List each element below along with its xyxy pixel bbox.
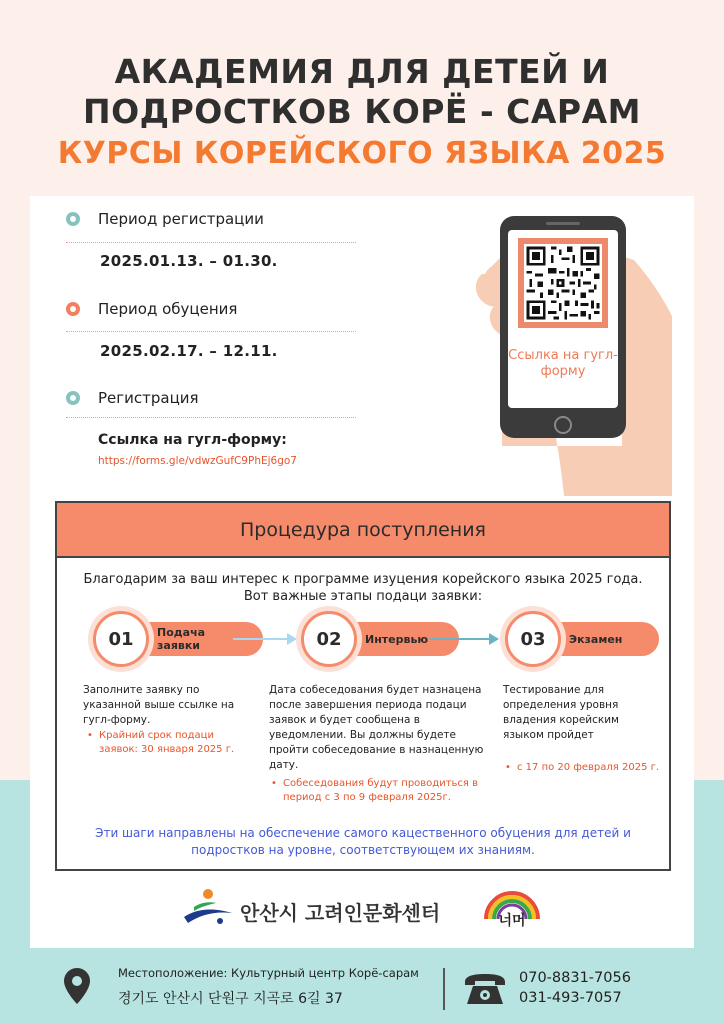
step-label: Подача заявки: [133, 622, 263, 656]
step-number: 02: [301, 611, 357, 667]
step-2-note: • Собеседования будут проводиться в период с 3 по 9 февраля 2025г.: [271, 777, 481, 805]
divider: [66, 331, 356, 332]
procedure-intro: [57, 571, 669, 605]
title-line-3: КУРСЫ КОРЕЙСКОГО ЯЗЫКА 2025: [57, 136, 667, 171]
phone-screen: [508, 230, 618, 408]
procedure-box: [55, 501, 671, 871]
qr-code-icon[interactable]: [524, 244, 602, 322]
divider: [66, 242, 356, 243]
phone-number-1[interactable]: 070-8831-7056: [519, 970, 631, 986]
step-label: Экзамен: [545, 622, 659, 656]
phone-illustration: [500, 216, 626, 438]
bullet-icon: [66, 302, 80, 316]
registration-period-value: 2025.01.13. – 01.30.: [100, 252, 278, 270]
step-3-note: • с 17 по 20 февраля 2025 г.: [505, 761, 661, 775]
study-period-label: Период обуцения: [98, 300, 238, 318]
title-line-2: ПОДРОСТКОВ КОРЁ - САРАМ: [83, 92, 641, 131]
nomeo-logo-icon: [480, 885, 544, 931]
step-number: 03: [505, 611, 561, 667]
bullet-icon: [66, 212, 80, 226]
step-1-note: • Крайний срок подаци заявок: 30 января 2025 г.: [87, 729, 255, 757]
location-pin-icon: [64, 968, 90, 1004]
divider: [66, 417, 356, 418]
study-period-value: 2025.02.17. – 12.11.: [100, 342, 278, 360]
phone-number-2[interactable]: 031-493-7057: [519, 990, 622, 1006]
phone-speaker: [546, 222, 580, 225]
center-logo-icon: [180, 887, 236, 931]
form-link-label: Ссылка на гугл-форму:: [98, 432, 287, 448]
registration-period-row: [66, 210, 264, 228]
procedure-intro-line-1: Благодарим за ваш интерес к программе изуцения корейского языка 2025 года.: [83, 572, 643, 587]
step-1-description: Заполните заявку по указанной выше ссылке на гугл-форму.: [83, 684, 235, 726]
bullet-icon: [66, 391, 80, 405]
center-logo: [180, 885, 550, 935]
location-address: 경기도 안산시 단원구 지곡로 6길 37: [118, 991, 343, 1007]
procedure-intro-line-2: Вот важные этапы подаци заявки:: [243, 589, 483, 604]
step-label: Интервью: [341, 622, 459, 656]
arrow-right-icon: [233, 638, 295, 640]
registration-row: [66, 389, 199, 407]
home-button-icon: [554, 416, 572, 434]
study-period-row: [66, 300, 237, 318]
form-link[interactable]: https://forms.gle/vdwzGufC9PhEj6go7: [98, 455, 297, 467]
telephone-icon: [463, 972, 507, 1006]
phone-caption: Ссылка на гугл-форму: [508, 348, 618, 379]
procedure-title: Процедура поступления: [57, 503, 669, 558]
center-logo-text: 안산시 고려인문화센터: [240, 901, 441, 925]
title-line-1: АКАДЕМИЯ ДЛЯ ДЕТЕЙ И: [114, 52, 610, 91]
step-2-description: Дата собеседования будет назнацена после завершения периода подаци заявок и будет сообщена в уведомлении. Вы должны будете пройти собеседование в назнаценную дату.: [269, 684, 484, 771]
phone-numbers: [519, 968, 631, 1008]
registration-label: Регистрация: [98, 389, 199, 407]
nomeo-badge-text: 너머: [498, 913, 526, 929]
step-number: 01: [93, 611, 149, 667]
footer-divider: [443, 968, 445, 1010]
arrow-right-icon: [429, 638, 497, 640]
location-label: Местоположение: Культурный центр Корё-сарам: [118, 966, 419, 980]
procedure-closing: Эти шаги направлены на обеспечение самого кацественного обуцения для детей и подростков на уровне, соответствующем их знаниям.: [95, 826, 631, 857]
step-3-description: Тестирование для определения уровня владения корейским языком пройдет: [503, 684, 619, 741]
registration-period-label: Период регистрации: [98, 210, 264, 228]
qr-code-frame: [518, 238, 608, 328]
